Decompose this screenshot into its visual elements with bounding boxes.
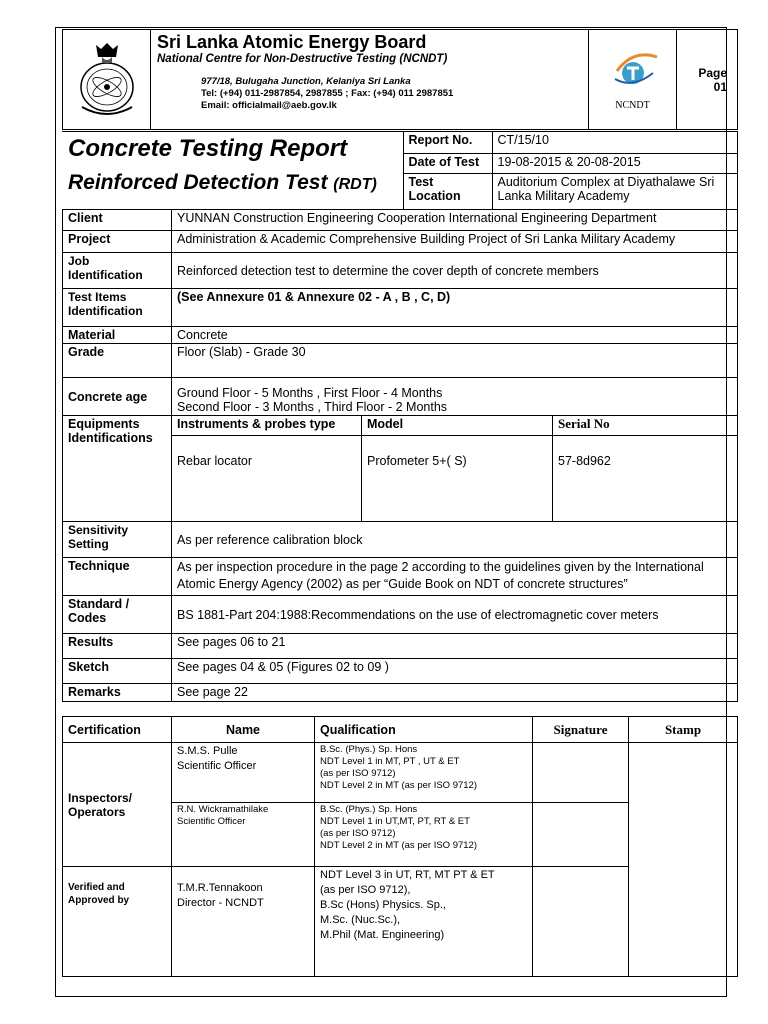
report-no-value: CT/15/10 <box>492 132 738 154</box>
inspector-1-qual-1: B.Sc. (Phys.) Sp. Hons <box>320 744 418 755</box>
certification-table <box>62 716 738 977</box>
approver-name: T.M.R.Tennakoon <box>177 882 263 894</box>
items-value: (See Annexure 01 & Annexure 02 - A , B , C, D) <box>172 289 738 327</box>
sensitivity-value: As per reference calibration block <box>172 522 738 558</box>
report-no-label: Report No. <box>403 132 492 154</box>
ncndt-logo-icon <box>605 49 661 99</box>
letterhead <box>62 29 738 130</box>
title-abbr: (RDT) <box>333 176 377 193</box>
approver-qual-4: M.Sc. (Nuc.Sc.), <box>320 914 401 926</box>
org-address: 977/18, Bulugaha Junction, Kelaniya Sri Lanka <box>201 76 411 87</box>
inspector-1-qual-2: NDT Level 1 in MT, PT , UT & ET <box>320 756 460 767</box>
col-qualification: Qualification <box>315 717 533 743</box>
grade-value: Floor (Slab) - Grade 30 <box>172 344 738 378</box>
age-label: Concrete age <box>63 378 172 416</box>
org-info <box>151 30 589 130</box>
inspector-2-name: R.N. Wickramathilake <box>177 804 269 815</box>
inspector-2-qual-1: B.Sc. (Phys.) Sp. Hons <box>320 804 418 815</box>
results-value: See pages 06 to 21 <box>172 634 738 659</box>
equipment-label: Equipments Identifications <box>63 416 172 522</box>
equipment-type-value: Rebar locator <box>172 436 362 522</box>
material-label: Material <box>63 327 172 344</box>
job-value: Reinforced detection test to determine the cover depth of concrete members <box>172 253 738 289</box>
grade-label: Grade <box>63 344 172 378</box>
inspector-2-qual-2: NDT Level 1 in UT,MT, PT, RT & ET <box>320 816 470 827</box>
inspector-2-title: Scientific Officer <box>177 816 246 827</box>
inspector-1-name: S.M.S. Pulle <box>177 745 238 757</box>
inspector-1-qual-4: NDT Level 2 in MT (as per ISO 9712) <box>320 780 477 791</box>
project-label: Project <box>63 231 172 253</box>
col-name: Name <box>172 717 315 743</box>
inspector-1-signature <box>533 743 629 803</box>
date-label: Date of Test <box>403 154 492 174</box>
technique-label: Technique <box>63 558 172 596</box>
approver-signature <box>533 867 629 977</box>
client-value: YUNNAN Construction Engineering Cooperation International Engineering Department <box>172 210 738 231</box>
col-stamp: Stamp <box>629 717 738 743</box>
report-title <box>62 132 403 210</box>
results-label: Results <box>63 634 172 659</box>
project-value: Administration & Academic Comprehensive Building Project of Sri Lanka Military Academy <box>172 231 738 253</box>
client-label: Client <box>63 210 172 231</box>
inspector-2-signature <box>533 803 629 867</box>
sketch-value: See pages 04 & 05 (Figures 02 to 09 ) <box>172 659 738 684</box>
aeb-emblem <box>63 30 151 130</box>
location-label: Test Location <box>403 174 492 210</box>
approver-qual-1: NDT Level 3 in UT, RT, MT PT & ET <box>320 869 495 881</box>
ncndt-logo-text: NCNDT <box>615 99 650 111</box>
equipment-col-serial: Serial No <box>553 416 738 436</box>
standard-label: Standard / Codes <box>63 596 172 634</box>
age-line-2: Second Floor - 3 Months , Third Floor - 2 Months <box>177 400 448 414</box>
ncndt-logo <box>589 30 677 130</box>
inspector-1-qual-3: (as per ISO 9712) <box>320 768 396 779</box>
page-number: Page 01 <box>677 30 738 130</box>
org-email: Email: officialmail@aeb.gov.lk <box>201 100 337 111</box>
inspectors-label: Inspectors/ Operators <box>63 743 172 867</box>
certification-label: Certification <box>63 717 172 743</box>
title-line-1: Concrete Testing Report <box>68 135 348 162</box>
age-line-1: Ground Floor - 5 Months , First Floor - 4 Months <box>177 386 443 400</box>
inspector-2-qual-3: (as per ISO 9712) <box>320 828 396 839</box>
sensitivity-label: Sensitivity Setting <box>63 522 172 558</box>
verified-label: Verified and Approved by <box>63 867 172 977</box>
equipment-col-model: Model <box>362 416 553 436</box>
technique-value: As per inspection procedure in the page 2 according to the guidelines given by the International Atomic Energy Agency (2002) as per “Guide Book on NDT of concrete structures” <box>172 558 738 596</box>
job-label: Job Identification <box>63 253 172 289</box>
aeb-seal-icon <box>72 37 142 117</box>
org-subtitle: National Centre for Non-Destructive Testing (NCNDT) <box>157 53 448 65</box>
remarks-label: Remarks <box>63 684 172 702</box>
approver-qual-2: (as per ISO 9712), <box>320 884 411 896</box>
approver-qual-3: B.Sc (Hons) Physics. Sp., <box>320 899 446 911</box>
approver-qual-5: M.Phil (Mat. Engineering) <box>320 929 445 941</box>
org-tel: Tel: (+94) 011-2987854, 2987855 ; Fax: (+94) 011 2987851 <box>201 88 454 99</box>
date-value: 19-08-2015 & 20-08-2015 <box>492 154 738 174</box>
location-value: Auditorium Complex at Diyathalawe Sri Lanka Military Academy <box>492 174 738 210</box>
org-name: Sri Lanka Atomic Energy Board <box>157 32 427 52</box>
standard-value: BS 1881-Part 204:1988:Recommendations on the use of electromagnetic cover meters <box>172 596 738 634</box>
title-line-2: Reinforced Detection Test <box>68 171 328 194</box>
approver-title: Director - NCNDT <box>177 897 264 909</box>
col-signature: Signature <box>533 717 629 743</box>
items-label: Test Items Identification <box>63 289 172 327</box>
equipment-serial-value: 57-8d962 <box>553 436 738 522</box>
inspector-2-qual-4: NDT Level 2 in MT (as per ISO 9712) <box>320 840 477 851</box>
inspector-1-title: Scientific Officer <box>177 760 257 772</box>
stamp-area <box>629 743 738 977</box>
title-block <box>62 131 738 210</box>
equipment-model-value: Profometer 5+( S) <box>362 436 553 522</box>
report-details <box>62 209 738 702</box>
equipment-col-type: Instruments & probes type <box>172 416 362 436</box>
sketch-label: Sketch <box>63 659 172 684</box>
remarks-value: See page 22 <box>172 684 738 702</box>
material-value: Concrete <box>172 327 738 344</box>
